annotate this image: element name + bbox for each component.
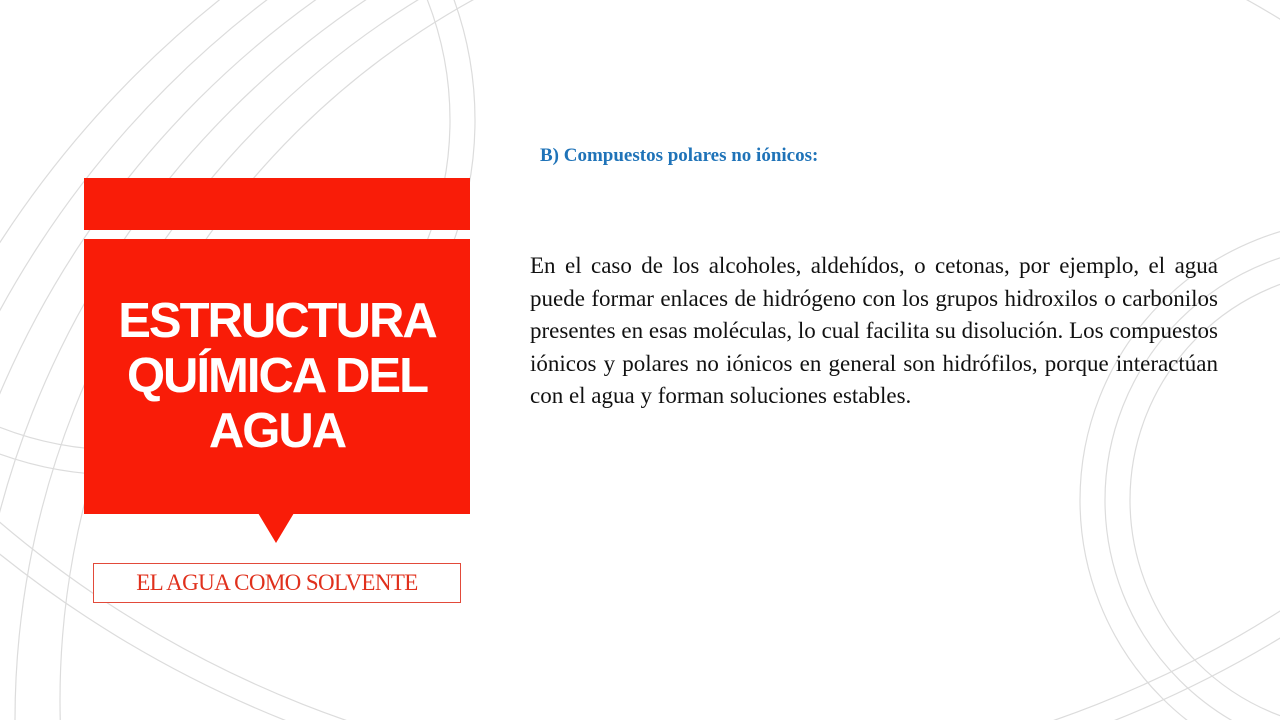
body-paragraph: En el caso de los alcoholes, aldehídos, o cetonas, por ejemplo, el agua puede formar enlaces de hidrógeno con los grupos hidroxilos o carbonilos presentes en esas moléculas, lo cual facilita su disolución. Los compuestos iónicos y polares no iónicos en general son hidrófilos, porque interactúan con el agua y forman soluciones estables. — [530, 253, 1218, 408]
slide-subtitle: EL AGUA COMO SOLVENTE — [136, 570, 418, 595]
subtitle-box — [93, 563, 461, 603]
section-heading: B) Compuestos polares no iónicos: — [540, 145, 819, 166]
title-box-pointer — [258, 513, 294, 543]
title-box — [84, 239, 470, 514]
accent-bar — [84, 178, 470, 230]
slide-title: ESTRUCTURA QUÍMICA DEL AGUA — [118, 294, 436, 458]
